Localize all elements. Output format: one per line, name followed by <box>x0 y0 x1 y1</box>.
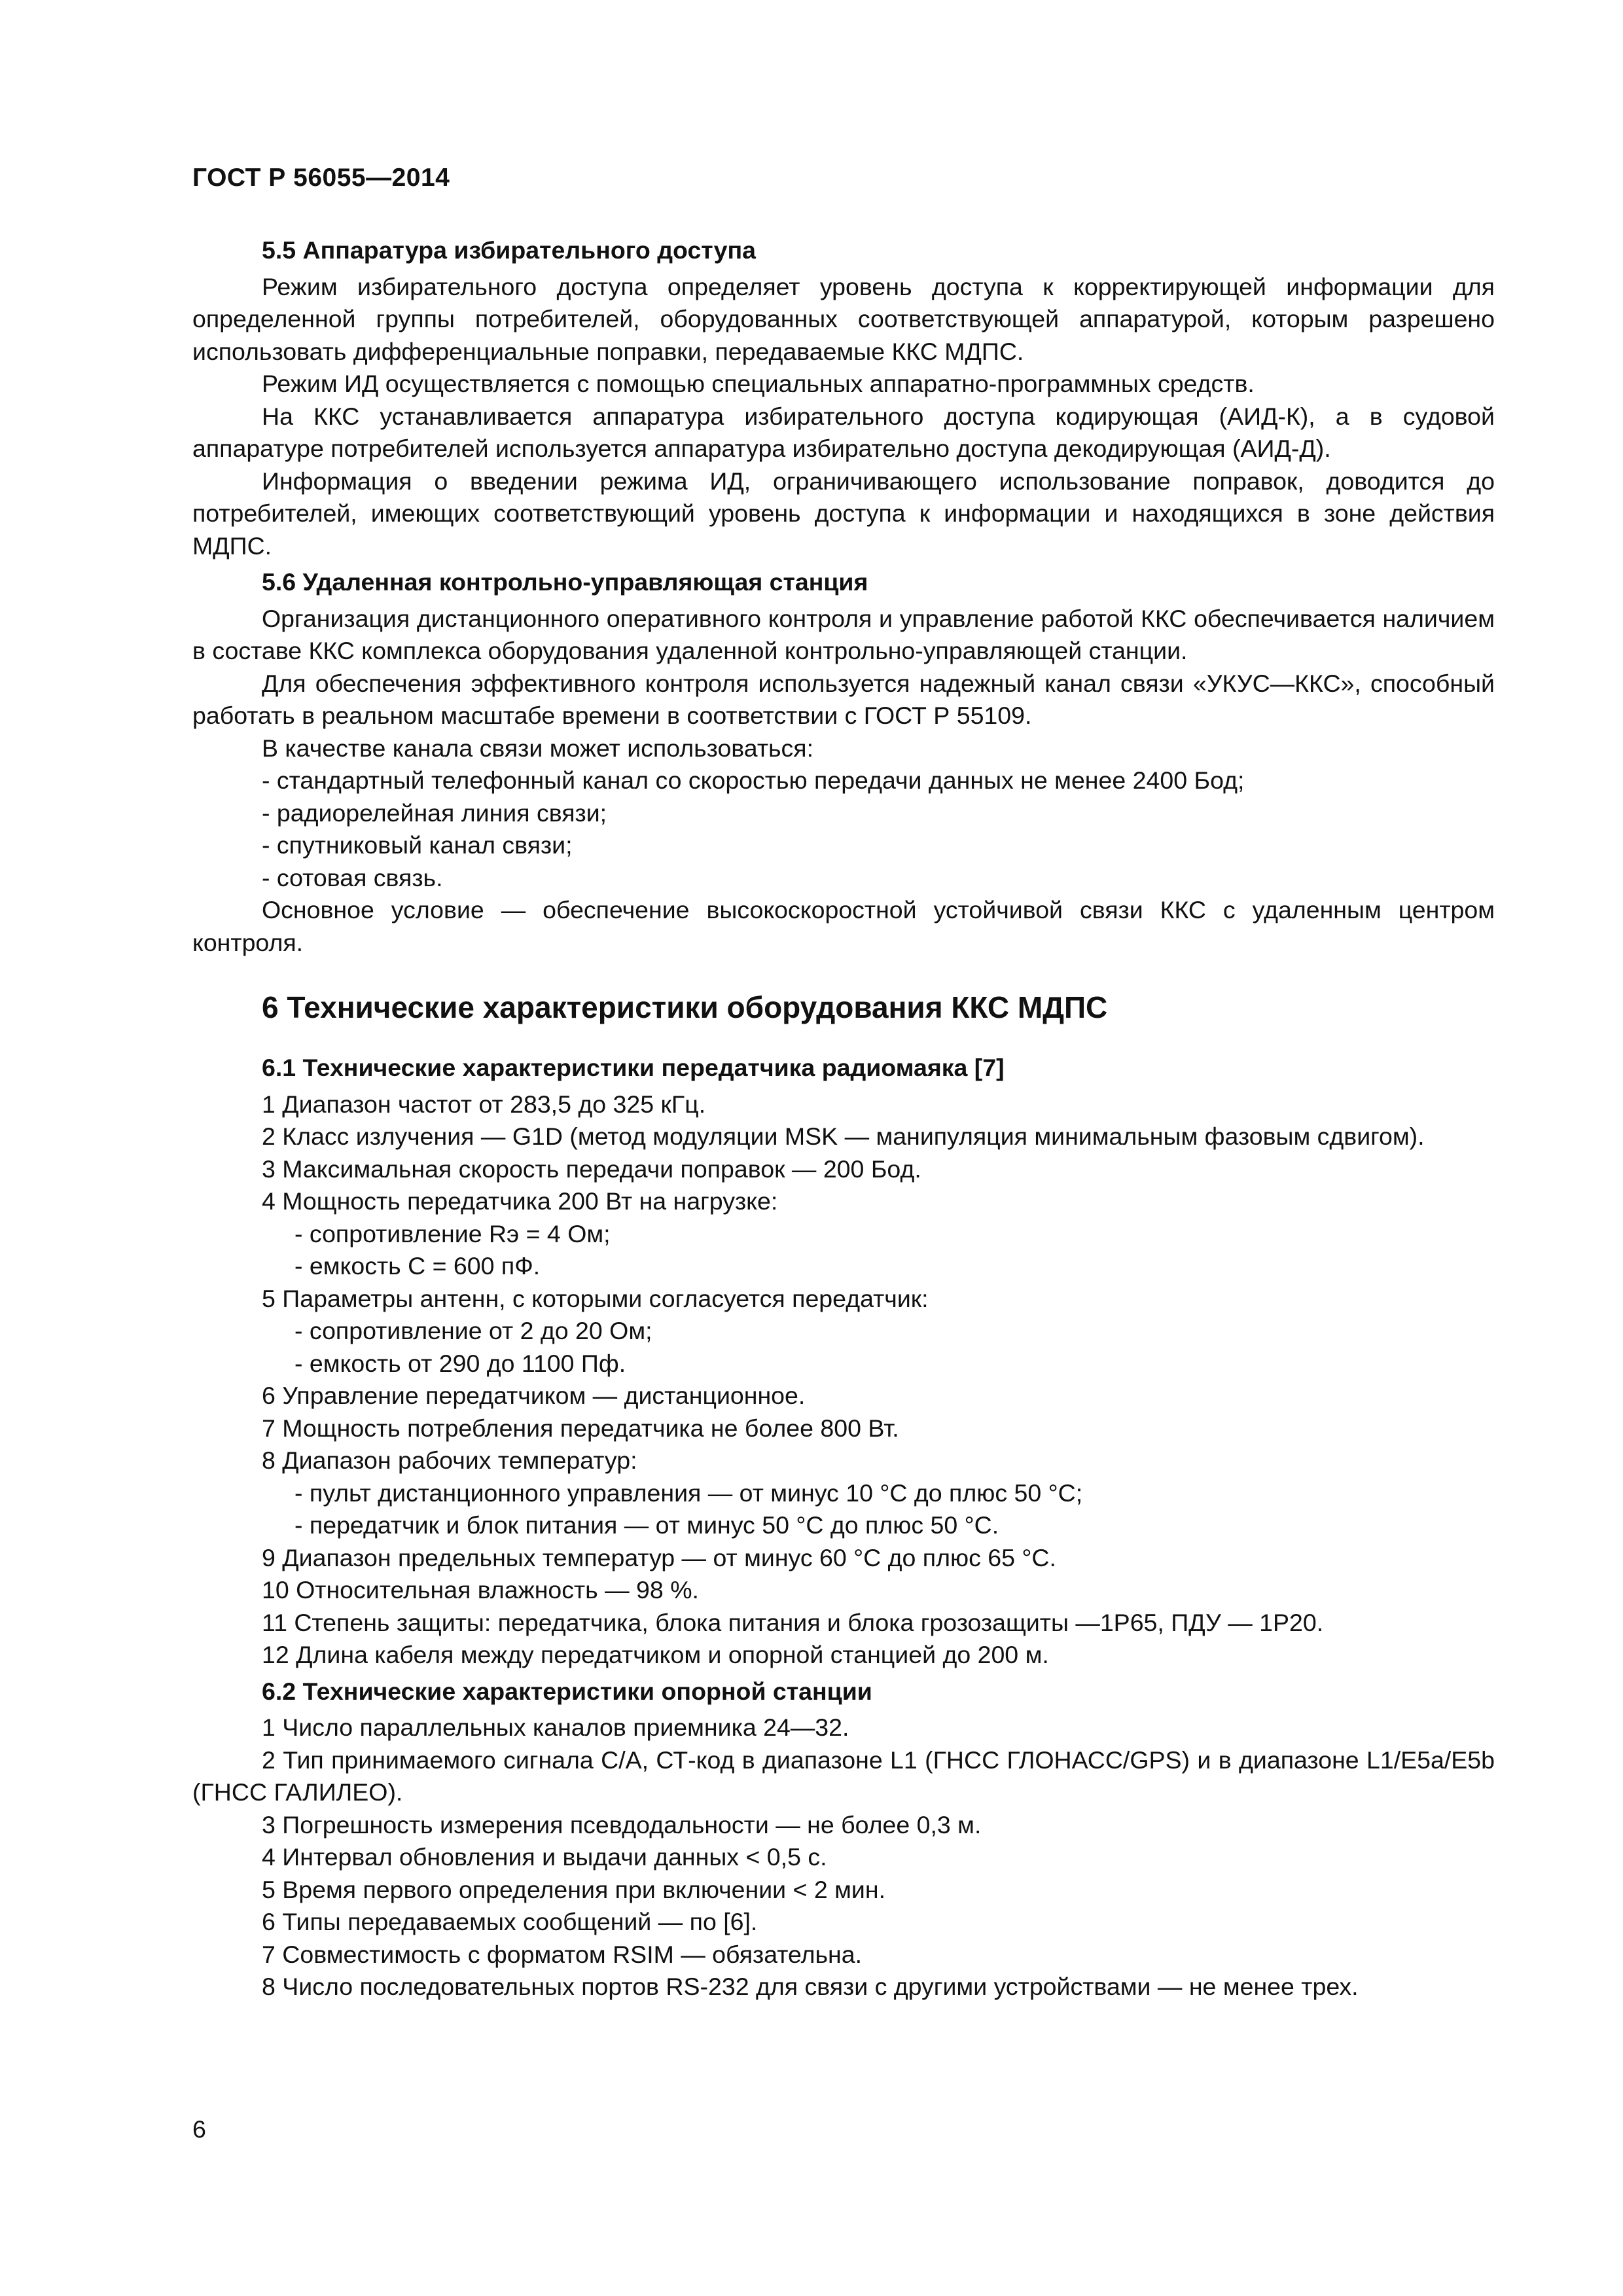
list-item: - спутниковый канал связи; <box>262 831 573 859</box>
list-item: - радиорелейная линия связи; <box>262 798 607 827</box>
list-item: 9 Диапазон предельных температур — от минус 60 °С до плюс 65 °С. <box>262 1543 1056 1571</box>
paragraph: В качестве канала связи может использоваться: <box>262 734 814 762</box>
list-item: 4 Интервал обновления и выдачи данных < 0,5 с. <box>262 1843 827 1871</box>
document-id: ГОСТ Р 56055—2014 <box>192 164 450 192</box>
list-item: 8 Число последовательных портов RS-232 для связи с другими устройствами — не менее трех. <box>262 1973 1359 2000</box>
list-item: 8 Диапазон рабочих температур: <box>262 1446 637 1474</box>
list-item: 2 Тип принимаемого сигнала С/А, СТ-код в диапазоне L1 (ГНСС ГЛОНАСС/GPS) и в диапазоне L1/E5a/E5b (ГНСС ГАЛИЛЕО). <box>192 1746 1495 1806</box>
list-item: - стандартный телефонный канал со скоростью передачи данных не менее 2400 Бод; <box>262 766 1245 794</box>
paragraph: Информация о введении режима ИД, ограничивающего использование поправок, доводится до потребителей, имеющих соответствующий уровень доступа к информации и находящихся в зоне действия МДПС. <box>192 467 1495 560</box>
section-6-heading: 6 Технические характеристики оборудования ККС МДПС <box>262 990 1108 1024</box>
section-5-6-heading: 5.6 Удаленная контрольно-управляющая станция <box>262 568 868 596</box>
sub-list-item: - передатчик и блок питания — от минус 50 °С до плюс 50 °С. <box>294 1511 999 1539</box>
paragraph: На ККС устанавливается аппаратура избирательного доступа кодирующая (АИД-К), а в судовой аппаратуре потребителей используется аппаратура избирательно доступа декодирующая (АИД-Д). <box>192 402 1495 462</box>
list-item: 6 Типы передаваемых сообщений — по [6]. <box>262 1908 758 1935</box>
sub-list-item: - емкость от 290 до 1100 Пф. <box>294 1349 626 1377</box>
list-item: 5 Время первого определения при включении < 2 мин. <box>262 1875 885 1903</box>
paragraph: Режим ИД осуществляется с помощью специальных аппаратно-программных средств. <box>262 370 1255 397</box>
list-item: 7 Мощность потребления передатчика не более 800 Вт. <box>262 1414 899 1442</box>
section-6-2-heading: 6.2 Технические характеристики опорной станции <box>262 1677 872 1705</box>
paragraph: Для обеспечения эффективного контроля используется надежный канал связи «УКУС—ККС», способный работать в реальном масштабе времени в соответствии с ГОСТ Р 55109. <box>192 669 1495 729</box>
list-item: 2 Класс излучения — G1D (метод модуляции MSK — манипуляция минимальным фазовым сдвигом). <box>262 1122 1425 1150</box>
list-item: 6 Управление передатчиком — дистанционное. <box>262 1382 806 1409</box>
sub-list-item: - сопротивление от 2 до 20 Ом; <box>294 1317 652 1344</box>
list-item: 1 Диапазон частот от 283,5 до 325 кГц. <box>262 1090 706 1118</box>
section-6-1-heading: 6.1 Технические характеристики передатчика радиомаяка [7] <box>262 1054 1005 1081</box>
list-item: 12 Длина кабеля между передатчиком и опорной станцией до 200 м. <box>262 1641 1049 1668</box>
list-item: 3 Погрешность измерения псевдодальности — не более 0,3 м. <box>262 1810 982 1839</box>
list-item: 10 Относительная влажность — 98 %. <box>262 1576 699 1604</box>
page-number: 6 <box>192 2115 206 2143</box>
section-5-5-heading: 5.5 Аппаратура избирательного доступа <box>262 236 756 264</box>
list-item: 5 Параметры антенн, с которыми согласуется передатчик: <box>262 1284 929 1312</box>
sub-list-item: - сопротивление Rэ = 4 Ом; <box>294 1219 611 1247</box>
list-item: 3 Максимальная скорость передачи поправок — 200 Бод. <box>262 1155 921 1183</box>
document-body <box>192 230 1495 2003</box>
list-item: 4 Мощность передатчика 200 Вт на нагрузке: <box>262 1187 778 1215</box>
list-item: 1 Число параллельных каналов приемника 24—32. <box>262 1713 849 1741</box>
paragraph: Режим избирательного доступа определяет уровень доступа к корректирующей информации для определенной группы потребителей, оборудованных соответствующей аппаратурой, которым разрешено использовать дифференциальные поправки, передаваемые ККС МДПС. <box>192 272 1495 365</box>
list-item: 11 Степень защиты: передатчика, блока питания и блока грозозащиты —1Р65, ПДУ — 1Р20. <box>262 1608 1324 1636</box>
paragraph: Организация дистанционного оперативного контроля и управление работой ККС обеспечивается наличием в составе ККС комплекса оборудования удаленной контрольно-управляющей станции. <box>192 604 1495 664</box>
list-item: 7 Совместимость с форматом RSIM — обязательна. <box>262 1940 862 1968</box>
paragraph: Основное условие — обеспечение высокоскоростной устойчивой связи ККС с удаленным центром контроля. <box>192 896 1495 956</box>
sub-list-item: - пульт дистанционного управления — от минус 10 °С до плюс 50 °С; <box>294 1479 1083 1507</box>
list-item: - сотовая связь. <box>262 863 443 891</box>
sub-list-item: - емкость С = 600 пФ. <box>294 1252 541 1280</box>
